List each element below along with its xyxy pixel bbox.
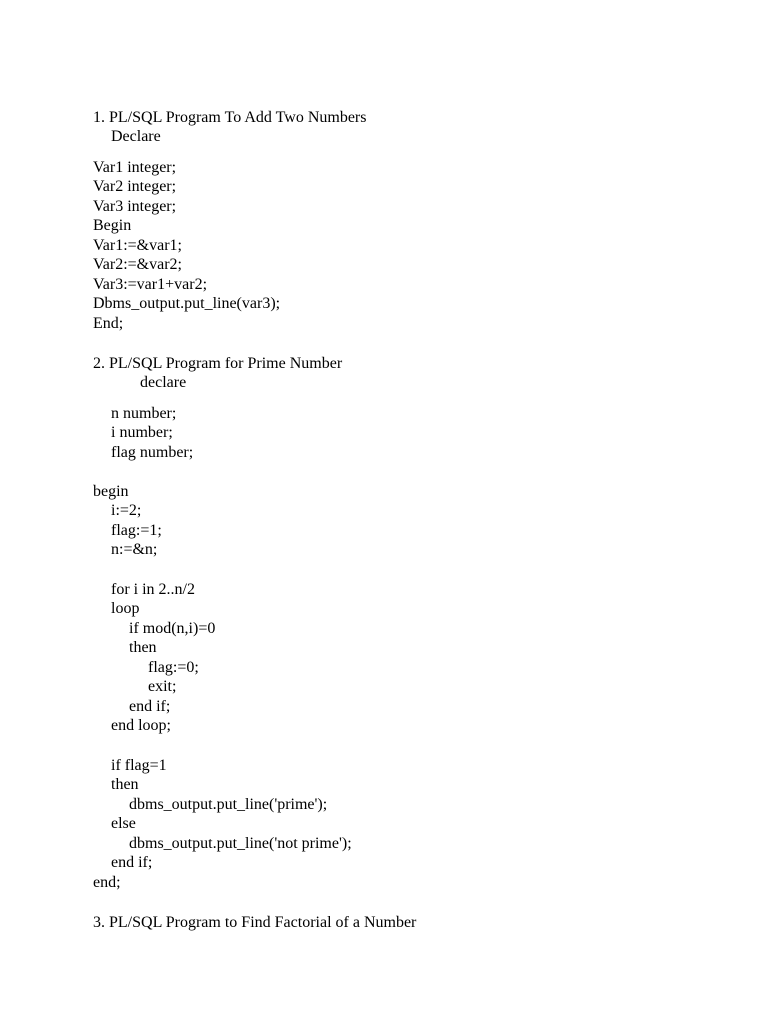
code-line: Begin [93,217,132,234]
code-line: Var2:=&var2; [93,256,182,273]
code-line: loop [111,600,140,617]
code-line: end; [93,874,121,891]
code-line: i number; [111,424,173,441]
code-line: Dbms_output.put_line(var3); [93,295,281,312]
code-line: then [129,639,157,656]
code-line: flag number; [111,444,194,461]
code-line: End; [93,315,124,332]
code-line: flag:=0; [148,659,199,676]
code-line: end loop; [111,717,171,734]
code-line: for i in 2..n/2 [111,581,195,598]
code-line: Var1 integer; [93,159,177,176]
code-line: Var3 integer; [93,198,177,215]
section-heading: 3. PL/SQL Program to Find Factorial of a Number [93,914,417,931]
code-line: begin [93,483,129,500]
code-line: Var3:=var1+var2; [93,276,208,293]
code-line: n number; [111,405,177,422]
code-line: Var2 integer; [93,178,177,195]
code-line: flag:=1; [111,522,162,539]
code-line: if mod(n,i)=0 [129,620,216,637]
code-line: dbms_output.put_line('prime'); [129,796,328,813]
code-line: exit; [148,678,177,695]
code-line: if flag=1 [111,757,167,774]
code-line: else [111,815,136,832]
code-line: Var1:=&var1; [93,237,182,254]
code-line: then [111,776,139,793]
code-line: end if; [111,854,153,871]
section-heading: 2. PL/SQL Program for Prime Number [93,355,343,372]
code-line: i:=2; [111,502,142,519]
code-line: Declare [111,128,161,145]
code-line: n:=&n; [111,541,158,558]
code-line: declare [140,374,187,391]
code-line: dbms_output.put_line('not prime'); [129,835,352,852]
section-heading: 1. PL/SQL Program To Add Two Numbers [93,109,367,126]
code-line: end if; [129,698,171,715]
